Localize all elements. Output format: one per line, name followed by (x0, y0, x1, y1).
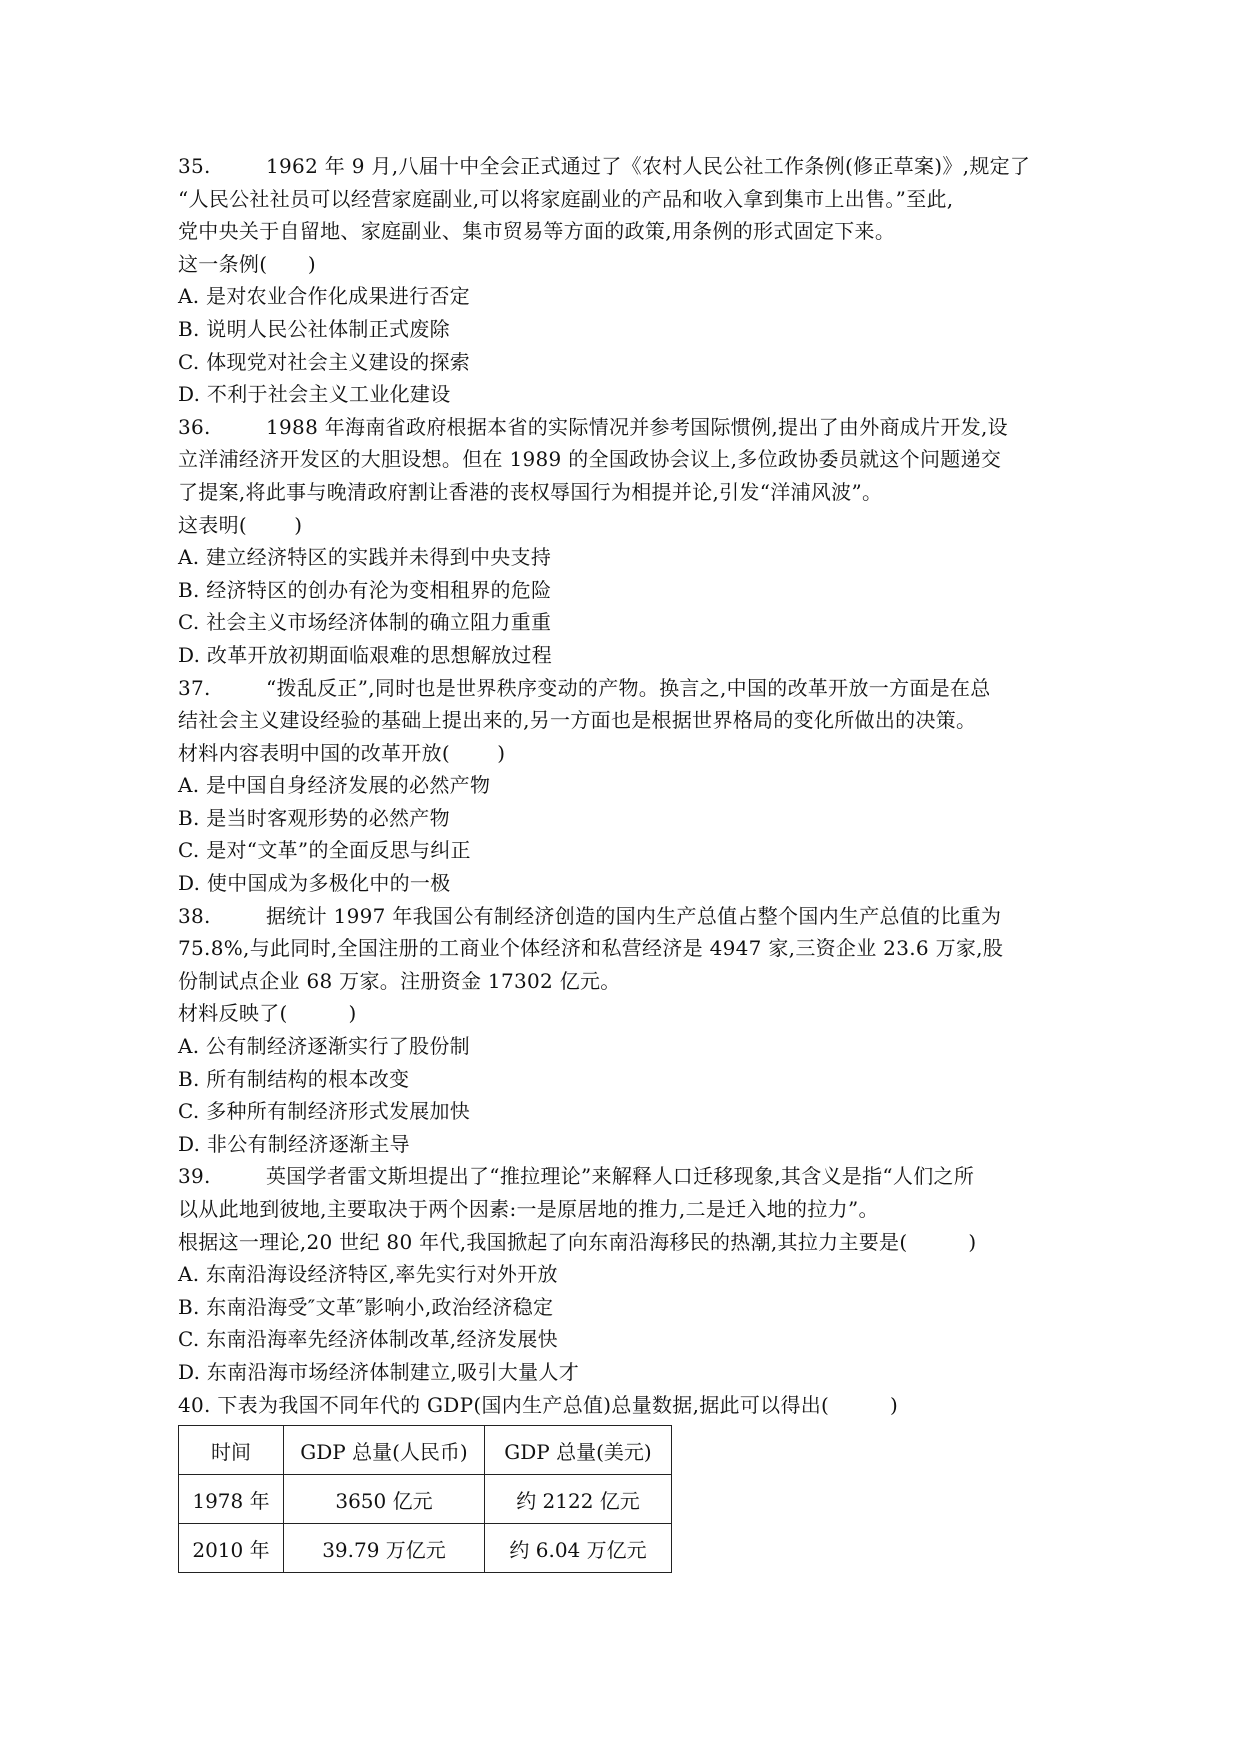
question-number: 36. (178, 414, 211, 439)
option-a: A. 建立经济特区的实践并未得到中央支持 (178, 545, 552, 570)
option-a: A. 是中国自身经济发展的必然产物 (178, 773, 491, 798)
question-37 (178, 672, 1078, 900)
question-35 (178, 150, 1078, 411)
question-prompt: 根据这一理论,20 世纪 80 年代,我国掀起了向东南沿海移民的热潮,其拉力主要是( ) (178, 1229, 977, 1254)
table-header-cell: 时间 (179, 1426, 284, 1475)
table-header-row (179, 1426, 672, 1475)
question-stem-line: 以从此地到彼地,主要取决于两个因素:一是原居地的推力,二是迁入地的拉力”。 (178, 1197, 879, 1221)
option-d: D. 使中国成为多极化中的一极 (178, 871, 451, 896)
question-stem-line: 了提案,将此事与晚清政府割让香港的丧权辱国行为相提并论,引发“洋浦风波”。 (178, 479, 883, 504)
question-stem-line: 英国学者雷文斯坦提出了“推拉理论”来解释人口迁移现象,其含义是指“人们之所 (266, 1164, 975, 1189)
question-stem-line: 据统计 1997 年我国公有制经济创造的国内生产总值占整个国内生产总值的比重为 (266, 903, 1002, 928)
option-a: A. 公有制经济逐渐实行了股份制 (178, 1034, 470, 1059)
question-stem-line: “拨乱反正”,同时也是世界秩序变动的产物。换言之,中国的改革开放一方面是在总 (266, 675, 991, 700)
option-d: D. 东南沿海市场经济体制建立,吸引大量人才 (178, 1359, 579, 1384)
question-stem-line: 40. 下表为我国不同年代的 GDP(国内生产总值)总量数据,据此可以得出( ) (178, 1392, 899, 1417)
option-b: B. 说明人民公社体制正式废除 (178, 316, 450, 341)
question-prompt: 这表明( ) (178, 512, 303, 537)
question-list (178, 150, 1078, 1573)
question-39 (178, 1160, 1078, 1388)
option-a: A. 是对农业合作化成果进行否定 (178, 284, 470, 309)
question-40 (178, 1389, 1078, 1574)
option-b: B. 经济特区的创办有沦为变相租界的危险 (178, 577, 552, 602)
table-row (179, 1524, 672, 1573)
option-c: C. 社会主义市场经济体制的确立阻力重重 (178, 610, 552, 635)
question-stem-line: “人民公社社员可以经营家庭副业,可以将家庭副业的产品和收入拿到集市上出售。”至此, (178, 186, 954, 211)
question-stem-line: 份制试点企业 68 万家。注册资金 17302 亿元。 (178, 968, 621, 993)
option-b: B. 所有制结构的根本改变 (178, 1066, 410, 1091)
option-c: C. 是对“文革”的全面反思与纠正 (178, 838, 471, 863)
table-cell: 39.79 万亿元 (284, 1524, 485, 1573)
option-c: C. 多种所有制经济形式发展加快 (178, 1099, 471, 1124)
table-header-cell: GDP 总量(人民币) (284, 1426, 485, 1475)
question-stem-line: 75.8%,与此同时,全国注册的工商业个体经济和私营经济是 4947 家,三资企业 23.6 万家,股 (178, 936, 1004, 961)
option-c: C. 东南沿海率先经济体制改革,经济发展快 (178, 1327, 558, 1352)
question-number: 35. (178, 154, 211, 178)
option-d: D. 非公有制经济逐渐主导 (178, 1131, 410, 1156)
question-38 (178, 900, 1078, 1161)
option-c: C. 体现党对社会主义建设的探索 (178, 349, 471, 374)
option-d: D. 不利于社会主义工业化建设 (178, 382, 451, 407)
option-b: B. 东南沿海受″文革″影响小,政治经济稳定 (178, 1294, 554, 1319)
question-prompt: 材料反映了( ) (178, 1001, 357, 1026)
gdp-table (178, 1425, 672, 1573)
question-prompt: 这一条例( ) (178, 251, 317, 276)
question-stem-line: 1988 年海南省政府根据本省的实际情况并参考国际惯例,提出了由外商成片开发,设 (266, 414, 1008, 439)
question-stem-line: 1962 年 9 月,八届十中全会正式通过了《农村人民公社工作条例(修正草案)》,规定了 (266, 154, 1031, 178)
option-d: D. 改革开放初期面临艰难的思想解放过程 (178, 642, 553, 667)
question-stem-line: 立洋浦经济开发区的大胆设想。但在 1989 的全国政协会议上,多位政协委员就这个问题递交 (178, 447, 1002, 472)
table-cell: 约 6.04 万亿元 (485, 1524, 672, 1573)
table-cell: 3650 亿元 (284, 1475, 485, 1524)
option-b: B. 是当时客观形势的必然产物 (178, 805, 450, 830)
question-prompt: 材料内容表明中国的改革开放( ) (178, 740, 506, 765)
question-number: 38. (178, 903, 211, 928)
question-stem-line: 结社会主义建设经验的基础上提出来的,另一方面也是根据世界格局的变化所做出的决策。 (178, 708, 977, 733)
table-cell: 1978 年 (179, 1475, 284, 1524)
table-cell: 约 2122 亿元 (485, 1475, 672, 1524)
question-stem-line: 党中央关于自留地、家庭副业、集市贸易等方面的政策,用条例的形式固定下来。 (178, 219, 896, 244)
table-cell: 2010 年 (179, 1524, 284, 1573)
table-row (179, 1475, 672, 1524)
question-number: 39. (178, 1164, 211, 1189)
question-number: 37. (178, 675, 211, 700)
table-header-cell: GDP 总量(美元) (485, 1426, 672, 1475)
option-a: A. 东南沿海设经济特区,率先实行对外开放 (178, 1262, 558, 1287)
question-36 (178, 411, 1078, 672)
